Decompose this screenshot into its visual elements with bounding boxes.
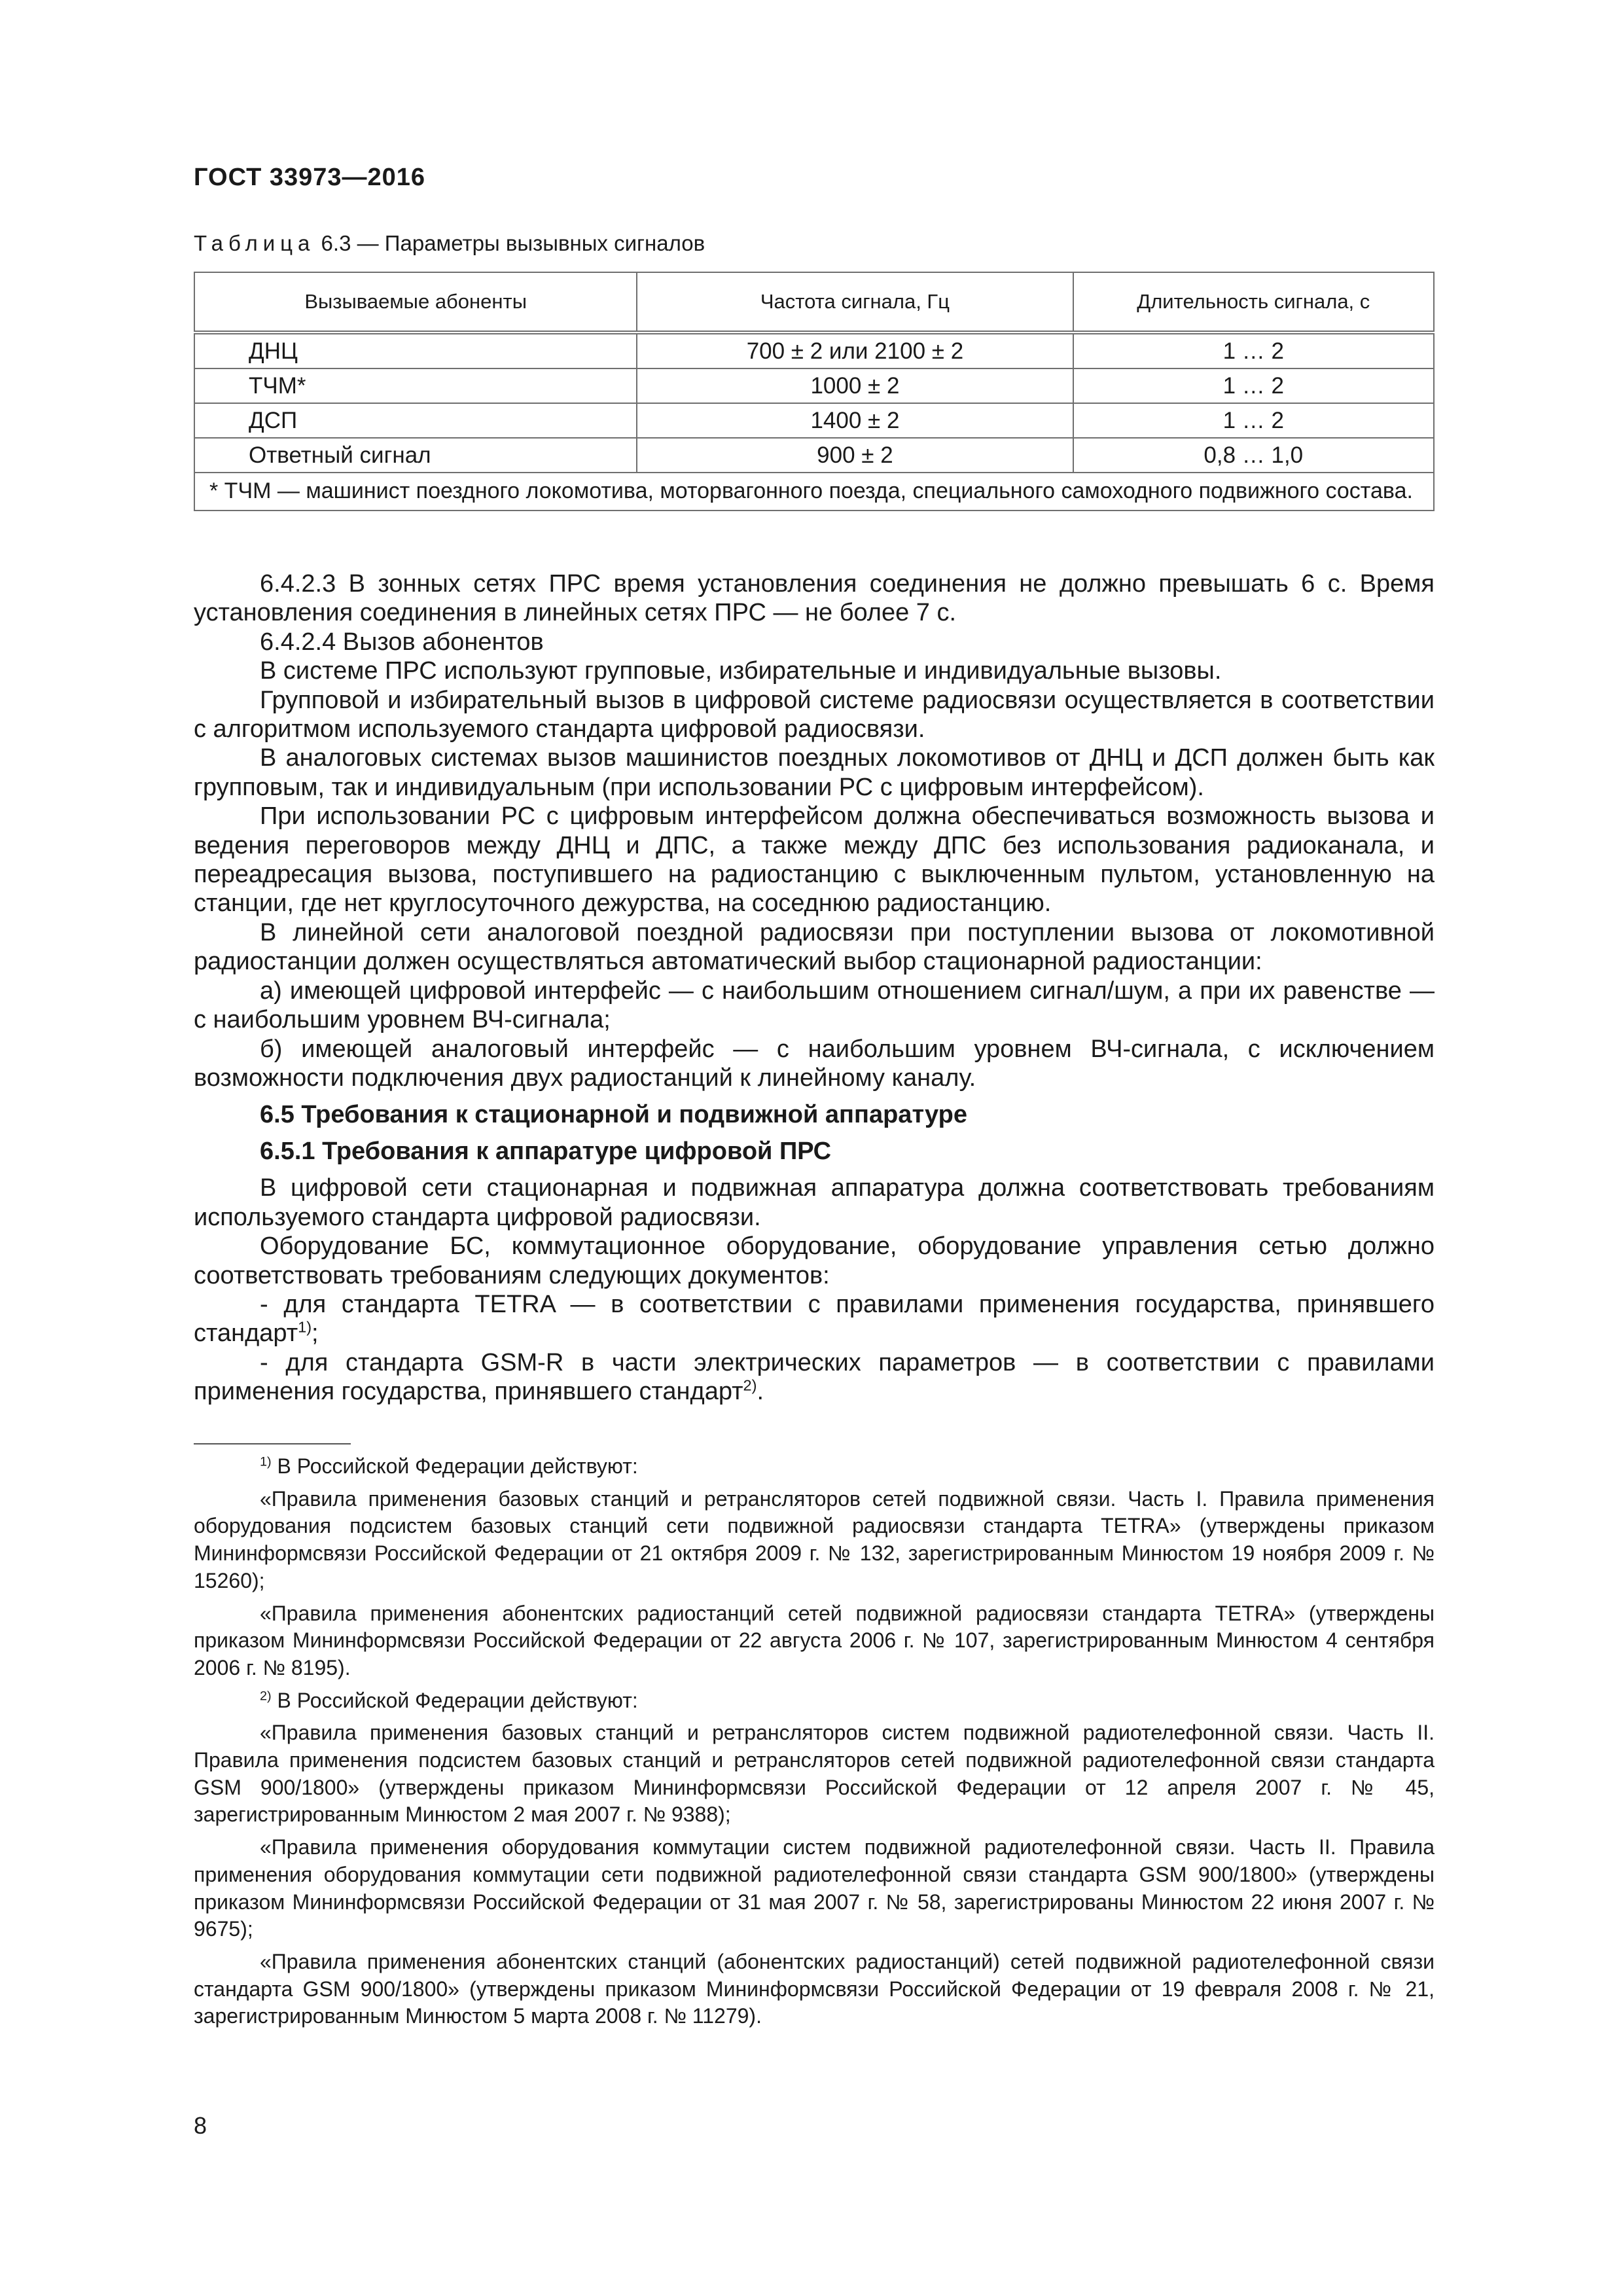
paragraph-6-4-2-3: 6.4.2.3 В зонных сетях ПРС время установления соединения не должно превышать 6 с. Время установления соединения в линейных сетях ПРС — не более 7 с. — [194, 570, 1435, 627]
section-heading-6-5: 6.5 Требования к стационарной и подвижной аппаратуре — [260, 1101, 967, 1129]
paragraph: Оборудование БС, коммутационное оборудование, оборудование управления сетью должно соответствовать требованиям следующих документов: — [194, 1232, 1435, 1289]
footnote-text: «Правила применения базовых станций и ретрансляторов сетей подвижной связи. Часть I. Правила применения оборудования подсистем базовых станций сети подвижной радиосвязи стандарта TETRA» (утверждены приказом Мининформсвязи Российской Федерации от 21 октября 2009 г. № 132, зарегистрированным Минюстом 19 ноября 2009 г. № 15260); — [194, 1486, 1435, 1592]
table-row — [194, 368, 1434, 403]
table-cell: 1 … 2 — [1073, 403, 1434, 438]
table-caption-word: Таблица — [194, 231, 315, 255]
table-cell: 700 ± 2 или 2100 ± 2 — [637, 332, 1073, 368]
table-cell: Ответный сигнал — [194, 438, 637, 473]
call-signal-parameters-table — [194, 272, 1435, 511]
punctuation: . — [757, 1378, 764, 1406]
table-header-row — [194, 272, 1434, 332]
footnotes — [194, 1453, 1435, 2036]
table-cell: 1000 ± 2 — [637, 368, 1073, 403]
footnote-1-heading — [194, 1453, 1435, 1480]
column-header-duration: Длительность сигнала, с — [1073, 272, 1434, 332]
list-item-b: б) имеющей аналоговый интерфейс — с наибольшим уровнем ВЧ-сигнала, с исключением возможности подключения двух радиостанций к линейному каналу. — [194, 1035, 1435, 1092]
section-heading-6-5-1: 6.5.1 Требования к аппаратуре цифровой ПРС — [260, 1138, 832, 1166]
list-item-a: а) имеющей цифровой интерфейс — с наибольшим отношением сигнал/шум, а при их равенстве — с наибольшим уровнем ВЧ-сигнала; — [194, 977, 1435, 1034]
table-row — [194, 332, 1434, 368]
table-cell: ДНЦ — [194, 332, 637, 368]
table-cell: ДСП — [194, 403, 637, 438]
paragraph-6-4-2-4-title: 6.4.2.4 Вызов абонентов — [260, 628, 544, 656]
table-caption — [194, 231, 705, 256]
table-cell: 900 ± 2 — [637, 438, 1073, 473]
column-header-subscribers: Вызываемые абоненты — [194, 272, 637, 332]
paragraph: В системе ПРС используют групповые, избирательные и индивидуальные вызовы. — [260, 657, 1222, 685]
table-caption-title: 6.3 — Параметры вызывных сигналов — [315, 231, 705, 255]
body-text — [194, 569, 1435, 1407]
paragraph: Групповой и избирательный вызов в цифровой системе радиосвязи осуществляется в соответствии с алгоритмом используемого стандарта цифровой радиосвязи. — [194, 686, 1435, 744]
footnote-ref-1[interactable]: 1) — [298, 1318, 312, 1336]
footnote-1-mark: 1) — [260, 1454, 272, 1469]
footnote-ref-2[interactable]: 2) — [743, 1376, 757, 1394]
table-cell: 1400 ± 2 — [637, 403, 1073, 438]
footnote-text: «Правила применения абонентских станций (абонентских радиостанций) сетей подвижной радиотелефонной связи стандарта GSM 900/1800» (утверждены приказом Мининформсвязи Российской Федерации от 19 февраля 2008 г. № 21, зарегистрированным Минюстом 5 марта 2008 г. № 11279). — [194, 1949, 1435, 2028]
table-cell: 1 … 2 — [1073, 368, 1434, 403]
footnote-text: «Правила применения абонентских радиостанций сетей подвижной радиосвязи стандарта TETRA» (утверждены приказом Мининформсвязи Российской Федерации от 22 августа 2006 г. № 107, зарегистрированным Минюстом 4 сентября 2006 г. № 8195). — [194, 1601, 1435, 1679]
list-item-gsm-r-text: - для стандарта GSM-R в части электрических параметров — в соответствии с правилами применения государства, принявшего стандарт — [194, 1348, 1435, 1406]
column-header-frequency: Частота сигнала, Гц — [637, 272, 1073, 332]
paragraph: В цифровой сети стационарная и подвижная аппаратура должна соответствовать требованиям используемого стандарта цифровой радиосвязи. — [194, 1174, 1435, 1231]
table-cell: 0,8 … 1,0 — [1073, 438, 1434, 473]
footnote-2-heading-text: В Российской Федерации действуют: — [271, 1688, 638, 1712]
paragraph: В аналоговых системах вызов машинистов поездных локомотивов от ДНЦ и ДСП должен быть как групповым, так и индивидуальным (при использовании РС с цифровым интерфейсом). — [194, 744, 1435, 801]
footnote-divider — [194, 1443, 351, 1444]
footnote-text: «Правила применения базовых станций и ретрансляторов систем подвижной радиотелефонной связи. Часть II. Правила применения подсистем базовых станций и ретрансляторов сетей подвижной радиотелефонной связи стандарта GSM 900/1800» (утверждены приказом Мининформсвязи Российской Федерации от 12 апреля 2007 г. № 45, зарегистрированным Минюстом 2 мая 2007 г. № 9388); — [194, 1721, 1435, 1827]
footnote-2-heading — [194, 1687, 1435, 1715]
table-note-row — [194, 473, 1434, 511]
table-row — [194, 438, 1434, 473]
table-note: * ТЧМ — машинист поездного локомотива, моторвагонного поезда, специального самоходного подвижного состава. — [194, 473, 1434, 511]
footnote-text: «Правила применения оборудования коммутации систем подвижной радиотелефонной связи. Часть II. Правила применения оборудования коммутации сети подвижной радиотелефонной связи стандарта GSM 900/1800» (утверждены приказом Мининформсвязи Российской Федерации от 31 мая 2007 г. № 58, зарегистрированы Минюстом 22 июня 2007 г. № 9675); — [194, 1835, 1435, 1941]
table-cell: 1 … 2 — [1073, 332, 1434, 368]
list-item-gsm-r — [194, 1348, 1435, 1407]
paragraph: При использовании РС с цифровым интерфейсом должна обеспечиваться возможность вызова и ведения переговоров между ДНЦ и ДПС, а также между ДПС без использования радиоканала, и переадресация вызова, поступившего на радиостанцию с выключенным пультом, установленную на станции, где нет круглосуточного дежурства, на соседнюю радиостанцию. — [194, 802, 1435, 918]
list-item-tetra — [194, 1290, 1435, 1348]
list-item-tetra-text: - для стандарта TETRA — в соответствии с правилами применения государства, принявшего стандарт — [194, 1290, 1435, 1348]
footnote-2-mark: 2) — [260, 1688, 272, 1703]
paragraph: В линейной сети аналоговой поездной радиосвязи при поступлении вызова от локомотивной радиостанции должен осуществляться автоматический выбор стационарной радиостанции: — [194, 918, 1435, 976]
table-cell: ТЧМ* — [194, 368, 637, 403]
footnote-1-heading-text: В Российской Федерации действуют: — [271, 1454, 638, 1478]
table-row — [194, 403, 1434, 438]
document-id-header: ГОСТ 33973—2016 — [194, 164, 426, 191]
punctuation: ; — [312, 1319, 319, 1348]
page-number: 8 — [194, 2112, 207, 2139]
